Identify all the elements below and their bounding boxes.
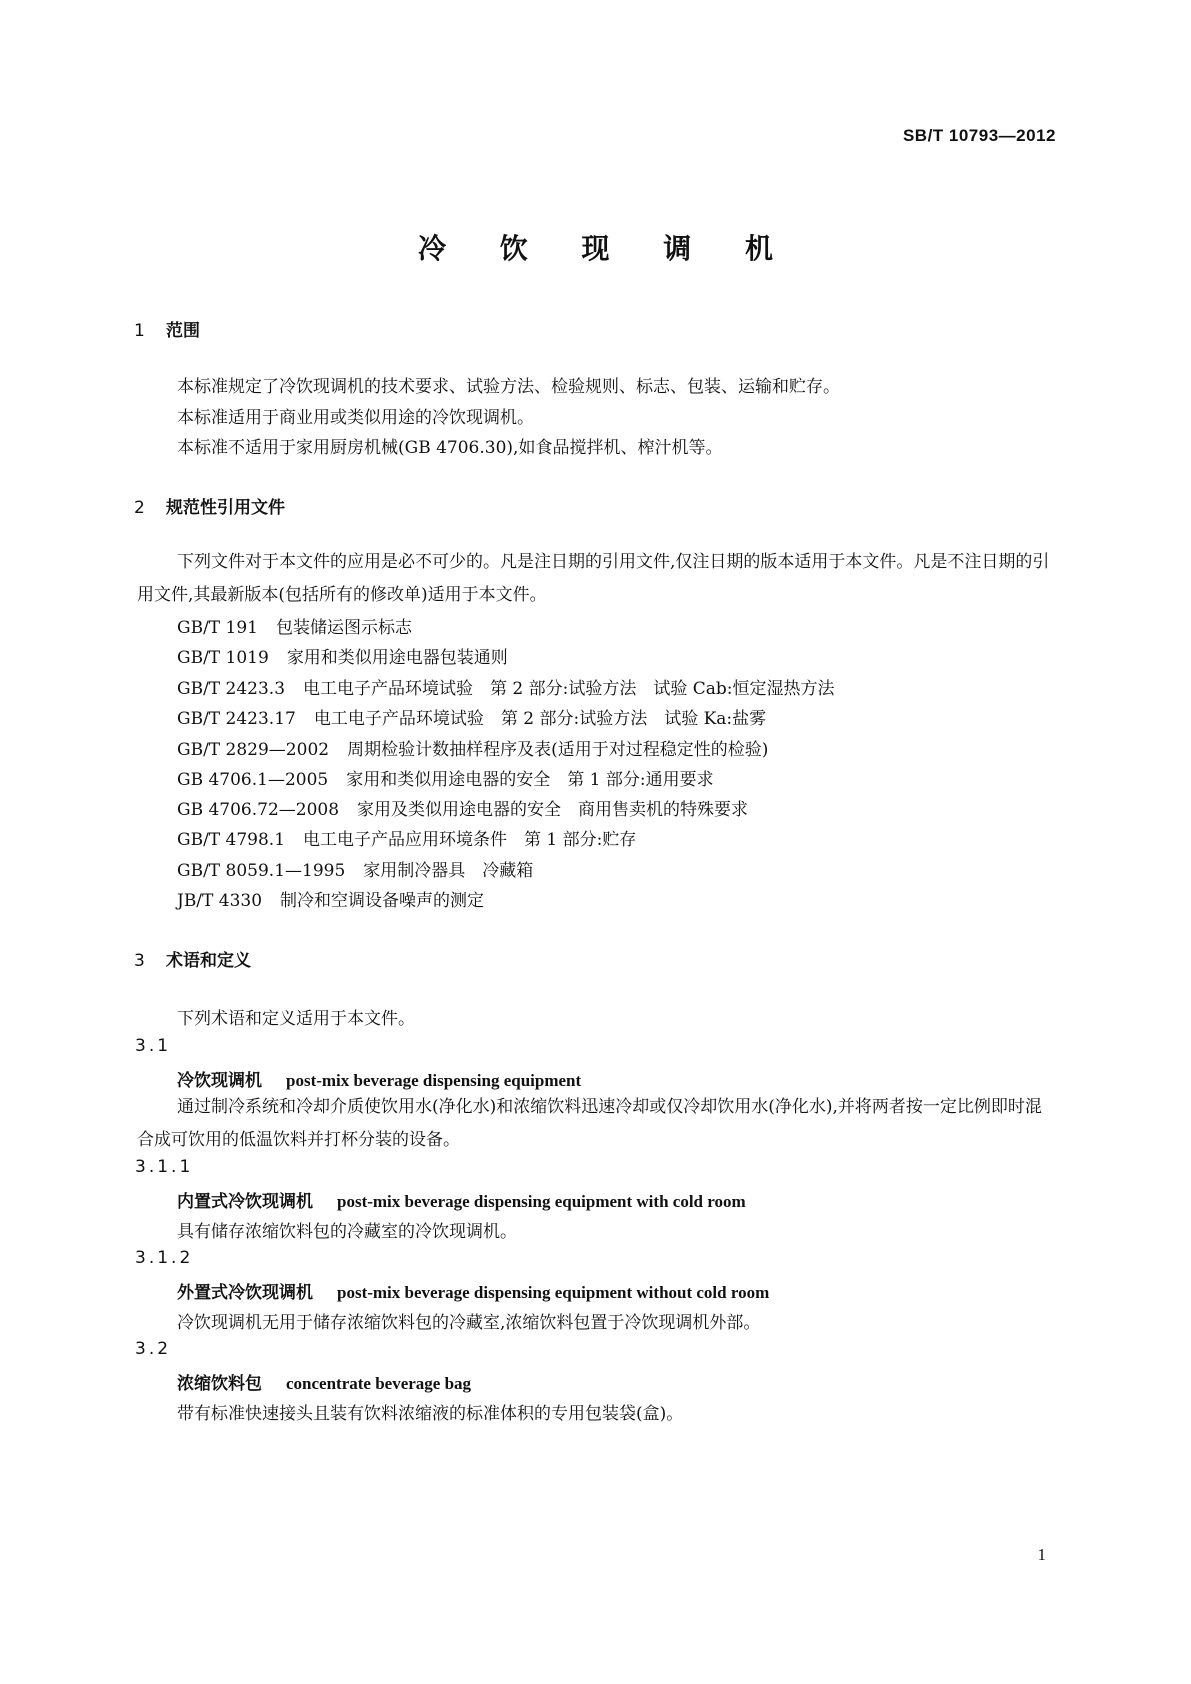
reference-title: 家用和类似用途电器包装通则 bbox=[286, 648, 508, 668]
reference-title: 周期检验计数抽样程序及表(适用于对过程稳定性的检验) bbox=[347, 740, 769, 760]
reference-code: GB/T 2829—2002 bbox=[177, 740, 330, 760]
reference-code: GB/T 8059.1—1995 bbox=[177, 861, 346, 881]
reference-item bbox=[177, 613, 412, 638]
term-heading bbox=[177, 1369, 471, 1394]
reference-code: GB/T 1019 bbox=[177, 648, 269, 668]
term-heading bbox=[177, 1066, 581, 1091]
reference-title: 电工电子产品环境试验 第 2 部分:试验方法 试验 Ka:盐雾 bbox=[313, 709, 767, 729]
reference-code: GB/T 2423.17 bbox=[177, 709, 296, 729]
section-2-heading bbox=[134, 493, 285, 518]
term-en: post-mix beverage dispensing equipment with cold room bbox=[337, 1192, 746, 1211]
paragraph: 本标准不适用于家用厨房机械(GB 4706.30),如食品搅拌机、榨汁机等。 bbox=[177, 438, 723, 458]
clause-number: 3.1.2 bbox=[135, 1248, 194, 1268]
paragraph: 本标准适用于商业用或类似用途的冷饮现调机。 bbox=[177, 408, 534, 428]
reference-title: 制冷和空调设备噪声的测定 bbox=[280, 891, 485, 911]
term-zh: 浓缩饮料包 bbox=[177, 1374, 262, 1394]
reference-code: GB/T 2423.3 bbox=[177, 679, 286, 699]
section-title: 范围 bbox=[166, 321, 200, 341]
section-number: 2 bbox=[134, 498, 145, 518]
reference-title: 包装储运图示标志 bbox=[276, 618, 412, 638]
paragraph: 下列术语和定义适用于本文件。 bbox=[177, 1009, 415, 1029]
standard-number: SB/T 10793—2012 bbox=[902, 126, 1056, 145]
reference-code: GB 4706.1—2005 bbox=[177, 770, 329, 790]
reference-title: 家用制冷器具 冷藏箱 bbox=[363, 861, 534, 881]
term-definition: 通过制冷系统和冷却介质使饮用水(净化水)和浓缩饮料迅速冷却或仅冷却饮用水(净化水),并将两者按一定比例即时混合成可饮用的低温饮料并打杯分装的设备。 bbox=[137, 1097, 1042, 1150]
term-zh: 内置式冷饮现调机 bbox=[177, 1192, 313, 1212]
term-en: post-mix beverage dispensing equipment bbox=[286, 1071, 582, 1090]
term-definition: 冷饮现调机无用于储存浓缩饮料包的冷藏室,浓缩饮料包置于冷饮现调机外部。 bbox=[177, 1313, 761, 1333]
paragraph: 下列文件对于本文件的应用是必不可少的。凡是注日期的引用文件,仅注日期的版本适用于本文件。凡是不注日期的引用文件,其最新版本(包括所有的修改单)适用于本文件。 bbox=[137, 552, 1050, 605]
term-en: concentrate beverage bag bbox=[286, 1374, 472, 1393]
reference-title: 电工电子产品环境试验 第 2 部分:试验方法 试验 Cab:恒定湿热方法 bbox=[303, 679, 835, 699]
reference-item bbox=[177, 704, 766, 729]
section-1-heading bbox=[134, 316, 200, 341]
term-definition: 带有标准快速接头且装有饮料浓缩液的标准体积的专用包装袋(盒)。 bbox=[177, 1404, 684, 1424]
document-title: 冷 饮 现 调 机 bbox=[418, 232, 795, 265]
reference-code: GB/T 191 bbox=[177, 618, 258, 638]
section-3-heading bbox=[134, 946, 251, 971]
term-definition: 具有储存浓缩饮料包的冷藏室的冷饮现调机。 bbox=[177, 1222, 517, 1242]
page-number: 1 bbox=[1037, 1545, 1046, 1564]
section-title: 术语和定义 bbox=[166, 951, 251, 971]
reference-item bbox=[177, 886, 484, 911]
section-title: 规范性引用文件 bbox=[166, 498, 285, 518]
reference-code: GB/T 4798.1 bbox=[177, 830, 286, 850]
reference-code: GB 4706.72—2008 bbox=[177, 800, 340, 820]
reference-title: 家用及类似用途电器的安全 商用售卖机的特殊要求 bbox=[357, 800, 749, 820]
reference-title: 电工电子产品应用环境条件 第 1 部分:贮存 bbox=[303, 830, 637, 850]
reference-title: 家用和类似用途电器的安全 第 1 部分:通用要求 bbox=[346, 770, 714, 790]
reference-item bbox=[177, 735, 768, 760]
term-heading bbox=[177, 1278, 769, 1303]
term-heading bbox=[177, 1187, 746, 1212]
reference-item bbox=[177, 825, 636, 850]
term-zh: 冷饮现调机 bbox=[177, 1071, 262, 1091]
term-zh: 外置式冷饮现调机 bbox=[177, 1283, 313, 1303]
reference-item bbox=[177, 674, 835, 699]
reference-code: JB/T 4330 bbox=[177, 891, 263, 911]
reference-item bbox=[177, 765, 714, 790]
clause-number: 3.1 bbox=[135, 1036, 172, 1056]
term-en: post-mix beverage dispensing equipment without cold room bbox=[337, 1283, 770, 1302]
reference-item bbox=[177, 795, 748, 820]
section-number: 3 bbox=[134, 951, 145, 971]
reference-item bbox=[177, 856, 533, 881]
reference-item bbox=[177, 643, 508, 668]
paragraph: 本标准规定了冷饮现调机的技术要求、试验方法、检验规则、标志、包装、运输和贮存。 bbox=[177, 377, 840, 397]
clause-number: 3.1.1 bbox=[135, 1157, 194, 1177]
section-number: 1 bbox=[134, 321, 145, 341]
clause-number: 3.2 bbox=[135, 1339, 172, 1359]
